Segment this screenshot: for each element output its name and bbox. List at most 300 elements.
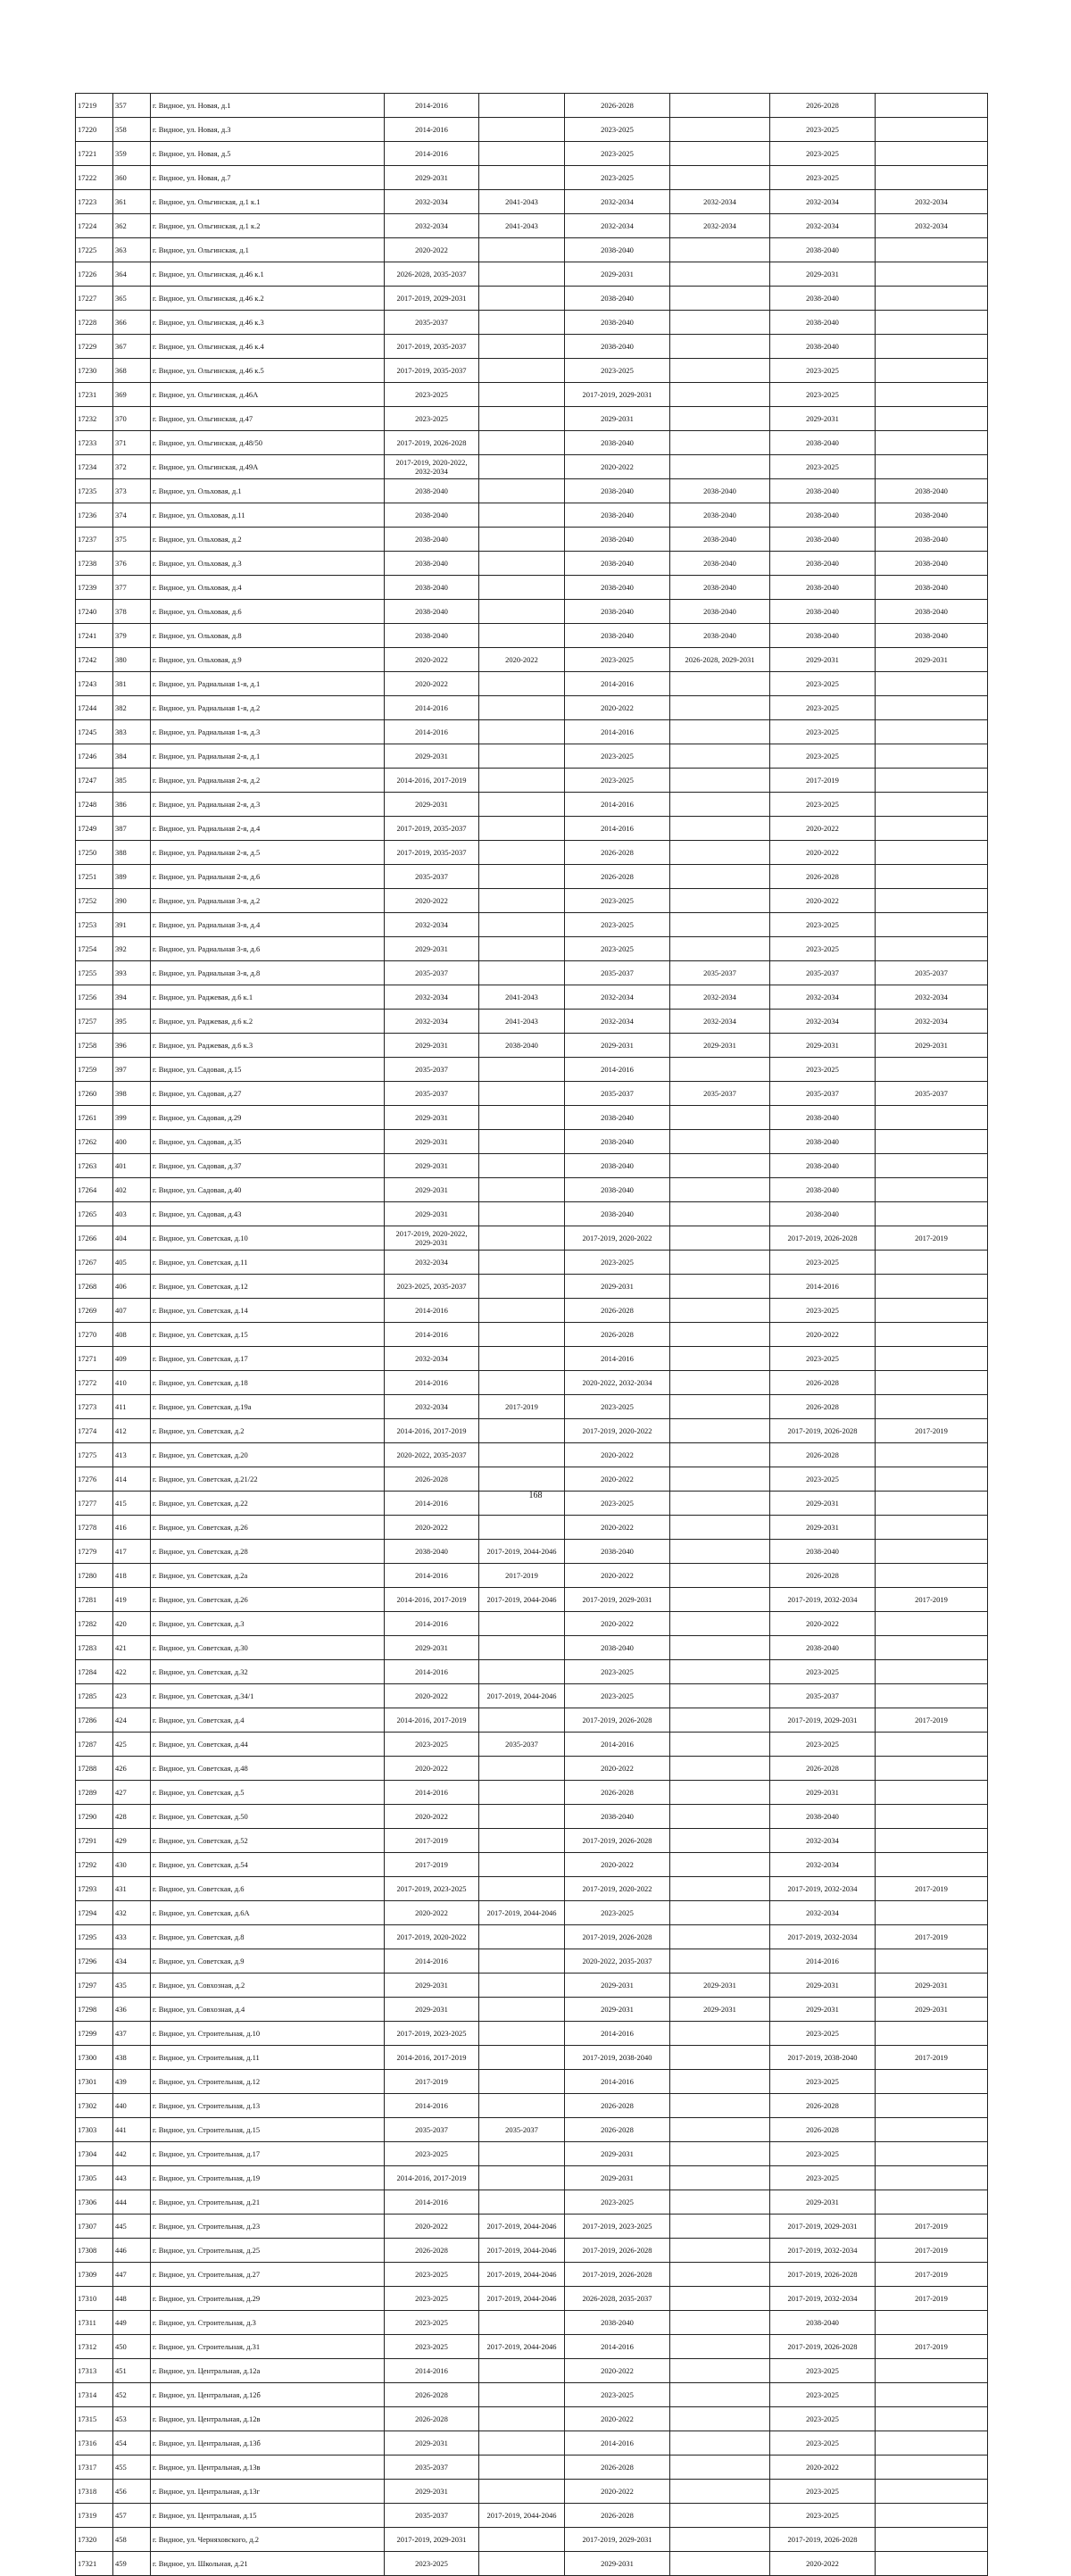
table-cell: 2023-2025 — [385, 2287, 479, 2311]
table-cell: 424 — [113, 1708, 151, 1733]
table-cell — [876, 2504, 988, 2528]
table-cell: 2023-2025 — [565, 1660, 670, 1684]
table-cell: г. Видное, ул. Советская, д.50 — [151, 1805, 385, 1829]
table-cell: 2026-2028, 2029-2031 — [670, 648, 770, 672]
table-cell: 2026-2028 — [770, 865, 876, 889]
table-cell: 2017-2019, 2032-2034 — [770, 1877, 876, 1901]
table-cell: 2023-2025 — [770, 455, 876, 479]
table-cell: 360 — [113, 166, 151, 190]
table-cell — [479, 1419, 565, 1443]
table-cell — [876, 1781, 988, 1805]
table-cell — [876, 1251, 988, 1275]
table-cell: 2014-2016 — [385, 1781, 479, 1805]
table-cell: 2020-2022 — [565, 1564, 670, 1588]
table-cell: 2023-2025 — [565, 1901, 670, 1925]
table-cell: г. Видное, ул. Советская, д.48 — [151, 1757, 385, 1781]
table-cell — [670, 2215, 770, 2239]
table-cell: 2035-2037 — [385, 961, 479, 985]
table-cell: 394 — [113, 985, 151, 1010]
table-cell: 414 — [113, 1467, 151, 1492]
table-cell: 2029-2031 — [565, 1998, 670, 2022]
table-cell — [670, 2022, 770, 2046]
table-cell — [670, 287, 770, 311]
table-cell — [670, 889, 770, 913]
table-cell: 2041-2043 — [479, 190, 565, 214]
table-cell: 2023-2025 — [565, 1684, 670, 1708]
table-cell: г. Видное, ул. Советская, д.32 — [151, 1660, 385, 1684]
table-cell: 2020-2022 — [385, 1901, 479, 1925]
table-cell: г. Видное, ул. Советская, д.11 — [151, 1251, 385, 1275]
table-cell: 17265 — [76, 1202, 113, 1226]
table-cell: 2020-2022 — [770, 817, 876, 841]
table-row — [76, 431, 988, 455]
table-cell: г. Видное, ул. Ольгинская, д.46 к.4 — [151, 335, 385, 359]
table-cell: 402 — [113, 1178, 151, 1202]
table-row — [76, 1323, 988, 1347]
table-cell — [876, 2359, 988, 2383]
table-cell — [670, 2070, 770, 2094]
table-cell — [876, 455, 988, 479]
table-cell — [876, 1853, 988, 1877]
table-cell: 2029-2031 — [385, 1106, 479, 1130]
table-cell — [479, 1058, 565, 1082]
table-cell — [670, 1564, 770, 1588]
table-cell — [479, 2528, 565, 2552]
table-cell — [876, 1106, 988, 1130]
table-cell: 2038-2040 — [385, 576, 479, 600]
table-cell: 2038-2040 — [385, 479, 479, 503]
table-cell: г. Видное, ул. Советская, д.18 — [151, 1371, 385, 1395]
table-cell: г. Видное, ул. Советская, д.4 — [151, 1708, 385, 1733]
table-row — [76, 2311, 988, 2335]
table-cell: 2029-2031 — [876, 648, 988, 672]
table-cell — [670, 2142, 770, 2166]
table-cell: 2014-2016 — [565, 793, 670, 817]
table-cell: 2035-2037 — [385, 311, 479, 335]
table-cell: 2017-2019, 2029-2031 — [385, 2528, 479, 2552]
table-cell: 2035-2037 — [385, 2504, 479, 2528]
table-cell: 17293 — [76, 1877, 113, 1901]
table-cell: 17279 — [76, 1540, 113, 1564]
table-row — [76, 1226, 988, 1251]
table-cell: 429 — [113, 1829, 151, 1853]
table-row — [76, 1636, 988, 1660]
table-cell: 2014-2016 — [385, 720, 479, 744]
table-cell: 2032-2034 — [385, 1251, 479, 1275]
table-row — [76, 1516, 988, 1540]
table-cell: 2023-2025 — [770, 1299, 876, 1323]
table-cell: 2035-2037 — [876, 1082, 988, 1106]
table-row — [76, 672, 988, 696]
table-cell: 422 — [113, 1660, 151, 1684]
table-cell — [670, 672, 770, 696]
table-cell — [876, 142, 988, 166]
table-cell: 2032-2034 — [385, 1347, 479, 1371]
table-cell — [876, 2094, 988, 2118]
table-cell: 2014-2016 — [565, 2070, 670, 2094]
table-cell: 2017-2019 — [876, 2046, 988, 2070]
table-cell: 365 — [113, 287, 151, 311]
table-cell: 2017-2019, 2026-2028 — [770, 1226, 876, 1251]
table-row — [76, 2383, 988, 2407]
table-cell: г. Видное, ул. Строительная, д.25 — [151, 2239, 385, 2263]
table-cell: г. Видное, ул. Центральная, д.12а — [151, 2359, 385, 2383]
table-cell: 2038-2040 — [770, 1178, 876, 1202]
table-cell: 449 — [113, 2311, 151, 2335]
table-cell — [670, 1684, 770, 1708]
table-cell: 2017-2019, 2035-2037 — [385, 335, 479, 359]
table-cell: 2029-2031 — [770, 2190, 876, 2215]
table-cell: 2038-2040 — [770, 1805, 876, 1829]
table-cell: 433 — [113, 1925, 151, 1949]
table-cell — [876, 2456, 988, 2480]
table-cell: 430 — [113, 1853, 151, 1877]
table-cell: 2023-2025 — [565, 913, 670, 937]
table-cell: 2026-2028 — [385, 2383, 479, 2407]
table-cell: 2038-2040 — [770, 576, 876, 600]
table-cell: 435 — [113, 1974, 151, 1998]
table-cell — [670, 937, 770, 961]
table-cell: 17297 — [76, 1974, 113, 1998]
table-cell: 2017-2019 — [385, 1853, 479, 1877]
table-cell — [670, 2359, 770, 2383]
table-cell: 17221 — [76, 142, 113, 166]
table-row — [76, 503, 988, 528]
table-cell: 17304 — [76, 2142, 113, 2166]
table-cell — [479, 118, 565, 142]
table-cell: 2017-2019, 2044-2046 — [479, 1684, 565, 1708]
table-cell: 2038-2040 — [565, 1805, 670, 1829]
table-cell: 2029-2031 — [385, 166, 479, 190]
table-cell — [479, 1178, 565, 1202]
table-cell — [479, 503, 565, 528]
table-cell — [670, 1371, 770, 1395]
table-cell: 17284 — [76, 1660, 113, 1684]
table-cell: 410 — [113, 1371, 151, 1395]
table-cell — [479, 1082, 565, 1106]
table-cell: 2023-2025 — [770, 118, 876, 142]
table-row — [76, 2142, 988, 2166]
table-cell: 2020-2022 — [770, 1612, 876, 1636]
table-cell: 17312 — [76, 2335, 113, 2359]
table-cell: 17253 — [76, 913, 113, 937]
schedule-table — [75, 93, 988, 2576]
table-cell: 2038-2040 — [770, 1106, 876, 1130]
table-cell: 2038-2040 — [770, 600, 876, 624]
table-cell: 2017-2019, 2020-2022 — [565, 1226, 670, 1251]
table-cell: 2017-2019, 2044-2046 — [479, 2215, 565, 2239]
table-cell — [479, 624, 565, 648]
table-cell: 2029-2031 — [385, 937, 479, 961]
table-cell: 17247 — [76, 769, 113, 793]
table-cell: 2029-2031 — [565, 1974, 670, 1998]
table-cell: г. Видное, ул. Радиальная 2-я, д.5 — [151, 841, 385, 865]
table-cell: 2026-2028 — [385, 1467, 479, 1492]
table-cell: г. Видное, ул. Советская, д.6 — [151, 1877, 385, 1901]
table-cell: 444 — [113, 2190, 151, 2215]
table-cell: 2014-2016 — [385, 1949, 479, 1974]
table-cell: 2017-2019, 2032-2034 — [770, 2239, 876, 2263]
table-cell — [876, 1467, 988, 1492]
table-cell: г. Видное, ул. Садовая, д.37 — [151, 1154, 385, 1178]
table-row — [76, 238, 988, 262]
table-cell: 17225 — [76, 238, 113, 262]
table-cell: 2038-2040 — [565, 335, 670, 359]
table-cell: 362 — [113, 214, 151, 238]
table-cell: 2023-2025 — [770, 1660, 876, 1684]
table-cell — [876, 1805, 988, 1829]
table-cell: 361 — [113, 190, 151, 214]
table-cell — [876, 1684, 988, 1708]
table-cell: 2035-2037 — [479, 2118, 565, 2142]
table-cell: 2023-2025 — [565, 648, 670, 672]
table-cell: 2017-2019 — [876, 2287, 988, 2311]
table-cell — [876, 238, 988, 262]
table-cell: 370 — [113, 407, 151, 431]
table-row — [76, 528, 988, 552]
table-cell: 2020-2022 — [565, 1757, 670, 1781]
table-cell: 2029-2031 — [385, 2480, 479, 2504]
table-row — [76, 1829, 988, 1853]
table-cell — [670, 1516, 770, 1540]
table-cell: г. Видное, ул. Ольховая, д.6 — [151, 600, 385, 624]
table-cell — [479, 1443, 565, 1467]
table-cell: 2023-2025 — [565, 744, 670, 769]
table-cell: 17252 — [76, 889, 113, 913]
table-cell: 2029-2031 — [565, 262, 670, 287]
table-cell: 2023-2025 — [770, 142, 876, 166]
table-cell: 2038-2040 — [670, 576, 770, 600]
table-cell — [479, 262, 565, 287]
table-cell: г. Видное, ул. Раджевая, д.6 к.2 — [151, 1010, 385, 1034]
table-cell: 2023-2025 — [770, 1347, 876, 1371]
table-cell: 2023-2025 — [770, 720, 876, 744]
table-cell — [876, 1371, 988, 1395]
table-cell: 17238 — [76, 552, 113, 576]
table-cell: 2038-2040 — [770, 1202, 876, 1226]
table-cell: г. Видное, ул. Советская, д.54 — [151, 1853, 385, 1877]
table-cell — [876, 2166, 988, 2190]
table-row — [76, 2046, 988, 2070]
table-cell: 17249 — [76, 817, 113, 841]
table-cell: г. Видное, ул. Садовая, д.15 — [151, 1058, 385, 1082]
table-cell: 447 — [113, 2263, 151, 2287]
table-cell: 2017-2019, 2044-2046 — [479, 2239, 565, 2263]
table-cell: 2023-2025 — [770, 2359, 876, 2383]
table-cell: 17271 — [76, 1347, 113, 1371]
table-row — [76, 1010, 988, 1034]
table-cell — [479, 1877, 565, 1901]
table-cell: 17287 — [76, 1733, 113, 1757]
table-cell: 2029-2031 — [385, 1178, 479, 1202]
table-cell: 2026-2028 — [565, 2094, 670, 2118]
table-cell — [479, 817, 565, 841]
table-row — [76, 2215, 988, 2239]
table-cell — [479, 311, 565, 335]
table-row — [76, 1299, 988, 1323]
table-cell — [479, 2070, 565, 2094]
table-cell — [479, 1805, 565, 1829]
table-cell — [479, 1516, 565, 1540]
table-cell — [479, 1371, 565, 1395]
table-cell — [876, 672, 988, 696]
table-cell: 453 — [113, 2407, 151, 2431]
table-cell: 2023-2025 — [385, 407, 479, 431]
table-cell: г. Видное, ул. Новая, д.7 — [151, 166, 385, 190]
table-cell: 2020-2022 — [479, 648, 565, 672]
table-cell: г. Видное, ул. Советская, д.19а — [151, 1395, 385, 1419]
table-cell — [670, 1130, 770, 1154]
table-row — [76, 455, 988, 479]
table-cell: 2026-2028 — [565, 865, 670, 889]
table-cell: 2029-2031 — [770, 1492, 876, 1516]
table-row — [76, 2359, 988, 2383]
table-row — [76, 576, 988, 600]
table-cell: 17234 — [76, 455, 113, 479]
table-cell: 2017-2019, 2026-2028 — [565, 2263, 670, 2287]
table-cell — [876, 1757, 988, 1781]
table-cell — [876, 383, 988, 407]
table-cell: г. Видное, ул. Советская, д.52 — [151, 1829, 385, 1853]
table-cell: 2017-2019, 2032-2034 — [770, 1925, 876, 1949]
table-cell: г. Видное, ул. Ольгинская, д.46 к.2 — [151, 287, 385, 311]
table-cell — [670, 2190, 770, 2215]
table-cell: 17219 — [76, 94, 113, 118]
table-cell — [479, 2046, 565, 2070]
table-cell — [479, 1299, 565, 1323]
table-cell — [670, 455, 770, 479]
table-cell — [876, 817, 988, 841]
table-cell: г. Видное, ул. Центральная, д.13г — [151, 2480, 385, 2504]
table-cell: 17266 — [76, 1226, 113, 1251]
table-cell: 17245 — [76, 720, 113, 744]
table-cell — [670, 1347, 770, 1371]
table-cell — [670, 335, 770, 359]
table-cell: 2029-2031 — [385, 1636, 479, 1660]
table-row — [76, 1395, 988, 1419]
table-row — [76, 311, 988, 335]
table-cell — [670, 1901, 770, 1925]
table-cell: 2038-2040 — [385, 528, 479, 552]
table-cell: 2014-2016 — [385, 1299, 479, 1323]
table-cell: 2017-2019, 2029-2031 — [770, 2215, 876, 2239]
table-cell — [670, 2263, 770, 2287]
table-cell — [479, 889, 565, 913]
table-cell — [479, 383, 565, 407]
table-cell: 403 — [113, 1202, 151, 1226]
table-cell: г. Видное, ул. Советская, д.26 — [151, 1516, 385, 1540]
table-cell: г. Видное, ул. Радиальная 2-я, д.2 — [151, 769, 385, 793]
table-cell: 2023-2025 — [770, 1467, 876, 1492]
table-cell — [670, 913, 770, 937]
table-cell — [876, 311, 988, 335]
table-cell: г. Видное, ул. Советская, д.3 — [151, 1612, 385, 1636]
table-cell: 2041-2043 — [479, 214, 565, 238]
table-cell: 366 — [113, 311, 151, 335]
table-cell: 17269 — [76, 1299, 113, 1323]
table-cell — [670, 769, 770, 793]
table-cell — [479, 142, 565, 166]
table-cell — [479, 2094, 565, 2118]
table-cell: 417 — [113, 1540, 151, 1564]
table-cell: 17313 — [76, 2359, 113, 2383]
table-cell — [479, 2552, 565, 2576]
table-cell: 2020-2022 — [385, 1805, 479, 1829]
table-cell: 2038-2040 — [876, 624, 988, 648]
table-row — [76, 720, 988, 744]
table-cell — [670, 1805, 770, 1829]
table-cell — [876, 262, 988, 287]
table-row — [76, 262, 988, 287]
table-cell: 385 — [113, 769, 151, 793]
table-cell: 2014-2016 — [565, 1058, 670, 1082]
table-cell: 2014-2016 — [565, 817, 670, 841]
table-cell — [670, 1058, 770, 1082]
table-cell: г. Видное, ул. Ольгинская, д.47 — [151, 407, 385, 431]
table-cell: 2017-2019, 2026-2028 — [770, 2263, 876, 2287]
table-cell — [670, 2287, 770, 2311]
table-cell: 2017-2019, 2026-2028 — [565, 1925, 670, 1949]
table-cell: г. Видное, ул. Ольховая, д.11 — [151, 503, 385, 528]
table-cell: 17307 — [76, 2215, 113, 2239]
table-cell: 387 — [113, 817, 151, 841]
table-row — [76, 2166, 988, 2190]
table-cell: 17268 — [76, 1275, 113, 1299]
table-cell: 2029-2031 — [385, 1154, 479, 1178]
table-cell: 2029-2031 — [876, 1974, 988, 1998]
table-cell: г. Видное, ул. Садовая, д.35 — [151, 1130, 385, 1154]
table-cell — [670, 2118, 770, 2142]
table-cell: 2014-2016 — [565, 2335, 670, 2359]
table-cell: 2038-2040 — [670, 552, 770, 576]
table-cell: 2014-2016 — [565, 1733, 670, 1757]
table-cell: 2023-2025 — [565, 769, 670, 793]
table-row — [76, 1371, 988, 1395]
table-cell: 2017-2019, 2020-2022 — [565, 1419, 670, 1443]
table-row — [76, 142, 988, 166]
table-cell: 2014-2016, 2017-2019 — [385, 2166, 479, 2190]
table-cell: 2023-2025 — [565, 2190, 670, 2215]
table-cell — [670, 1612, 770, 1636]
table-cell: 2014-2016 — [385, 1323, 479, 1347]
table-cell: 17226 — [76, 262, 113, 287]
table-cell: 2020-2022, 2032-2034 — [565, 1371, 670, 1395]
table-row — [76, 214, 988, 238]
table-cell: 2026-2028 — [385, 2407, 479, 2431]
table-cell: г. Видное, ул. Строительная, д.19 — [151, 2166, 385, 2190]
table-cell — [670, 1925, 770, 1949]
table-cell: 2017-2019, 2029-2031 — [565, 383, 670, 407]
table-cell — [670, 1540, 770, 1564]
table-cell: 2032-2034 — [770, 1901, 876, 1925]
table-cell: 2029-2031 — [385, 1130, 479, 1154]
table-cell: 395 — [113, 1010, 151, 1034]
table-cell: 17243 — [76, 672, 113, 696]
table-cell: 437 — [113, 2022, 151, 2046]
table-cell: г. Видное, ул. Строительная, д.10 — [151, 2022, 385, 2046]
table-row — [76, 2528, 988, 2552]
table-cell: 2038-2040 — [565, 624, 670, 648]
table-cell: 2026-2028 — [770, 1443, 876, 1467]
table-cell: 378 — [113, 600, 151, 624]
table-cell — [479, 961, 565, 985]
table-cell: 2026-2028 — [565, 1781, 670, 1805]
table-cell: 17228 — [76, 311, 113, 335]
table-cell — [479, 696, 565, 720]
table-cell — [876, 1395, 988, 1419]
table-cell: 17309 — [76, 2263, 113, 2287]
table-cell: г. Видное, ул. Новая, д.5 — [151, 142, 385, 166]
